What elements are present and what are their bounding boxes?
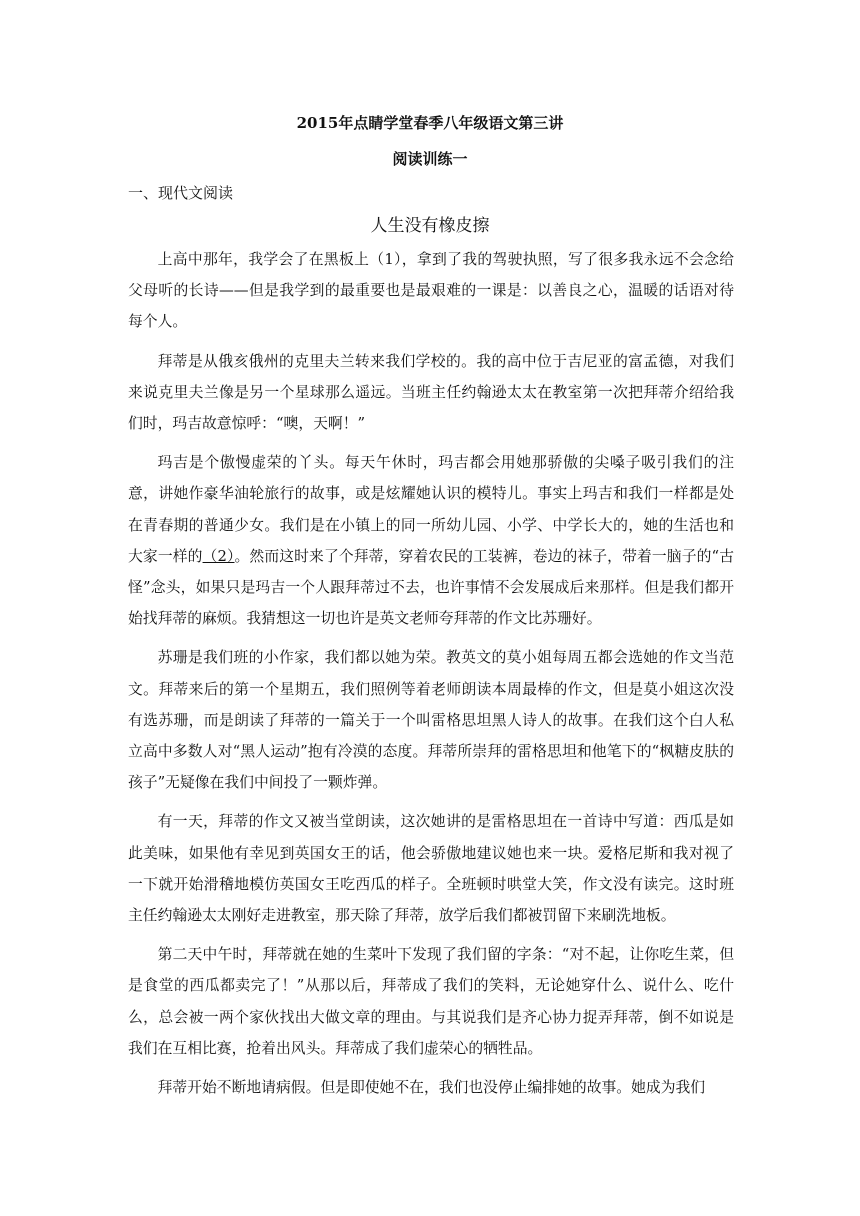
paragraph-4: 苏珊是我们班的小作家，我们都以她为荣。教英文的莫小姐每周五都会选她的作文当范文。拜蒂来后的第一个星期五，我们照例等着老师朗读本周最棒的作文，但是莫小姐这次没有选苏珊，而是朗读了拜蒂的一篇关于一个叫雷格思坦黑人诗人的故事。在我们这个白人私立高中多数人对“黑人运动”抱有冷漠的态度。拜蒂所崇拜的雷格思坦和他笔下的“枫糖皮肤的孩子”无疑像在我们中间投了一颗炸弹。 [128, 649, 734, 792]
paragraph-1: 上高中那年，我学会了在黑板上（1），拿到了我的驾驶执照，写了很多我永远不会念给父母听的长诗——但是我学到的最重要也是最艰难的一课是：以善良之心，温暖的话语对待每个人。 [128, 251, 734, 331]
paragraph-3-text-a: 玛吉是个傲慢虚荣的丫头。每天午休时，玛吉都会用她那骄傲的尖嗓子吸引我们的注意，讲她作豪华油轮旅行的故事，或是炫耀她认识的模特儿。事实上玛吉和我们一样都是处在青春期的普通少女。我们是在小镇上的同一所幼儿园、小学、中学长大的，她的生活也和大家一样的 [128, 454, 734, 565]
fill-blank-2: （2） [202, 547, 235, 565]
paragraph-5: 有一天，拜蒂的作文又被当堂朗读，这次她讲的是雷格思坦在一首诗中写道：西瓜是如此美味，如果他有幸见到英国女王的话，他会骄傲地建议她也来一块。爱格尼斯和我对视了一下就开始滑稽地模仿英国女王吃西瓜的样子。全班顿时哄堂大笑，作文没有读完。这时班主任约翰逊太太刚好走进教室，那天除了拜蒂，放学后我们都被罚留下来刷洗地板。 [128, 813, 734, 925]
paragraph-3-text-b: 。然而这时来了个拜蒂，穿着农民的工装裤，卷边的袜子，带着一脑子的“古怪”念头，如果只是玛吉一个人跟拜蒂过不去，也许事情不会发展成后来那样。但是我们都开始找拜蒂的麻烦。我猜想这一切也许是英文老师夸拜蒂的作文比苏珊好。 [128, 547, 734, 628]
paragraph-3 [128, 447, 734, 634]
section-heading: 一、现代文阅读 [128, 184, 234, 202]
article-body [128, 244, 734, 1111]
article-title: 人生没有橡皮擦 [370, 216, 490, 236]
paragraph-2: 拜蒂是从俄亥俄州的克里夫兰转来我们学校的。我的高中位于吉尼亚的富孟德，对我们来说克里夫兰像是另一个星球那么遥远。当班主任约翰逊太太在教室第一次把拜蒂介绍给我们时，玛吉故意惊呼：“噢，天啊！” [128, 352, 734, 433]
document-title: 2015年点睛学堂春季八年级语文第三讲 [296, 114, 564, 132]
paragraph-6: 第二天中午时，拜蒂就在她的生菜叶下发现了我们留的字条：“对不起，让你吃生菜，但是食堂的西瓜都卖完了！”从那以后，拜蒂成了我们的笑料，无论她穿什么、说什么、吃什么，总会被一两个家伙找出大做文章的理由。与其说我们是齐心协力捉弄拜蒂，倒不如说是我们在互相比赛，抢着出风头。拜蒂成了我们虚荣心的牺牲品。 [128, 946, 734, 1057]
document-subtitle: 阅读训练一 [392, 150, 468, 168]
paragraph-7: 拜蒂开始不断地请病假。但是即使她不在，我们也没停止编排她的故事。她成为我们 [157, 1079, 706, 1097]
